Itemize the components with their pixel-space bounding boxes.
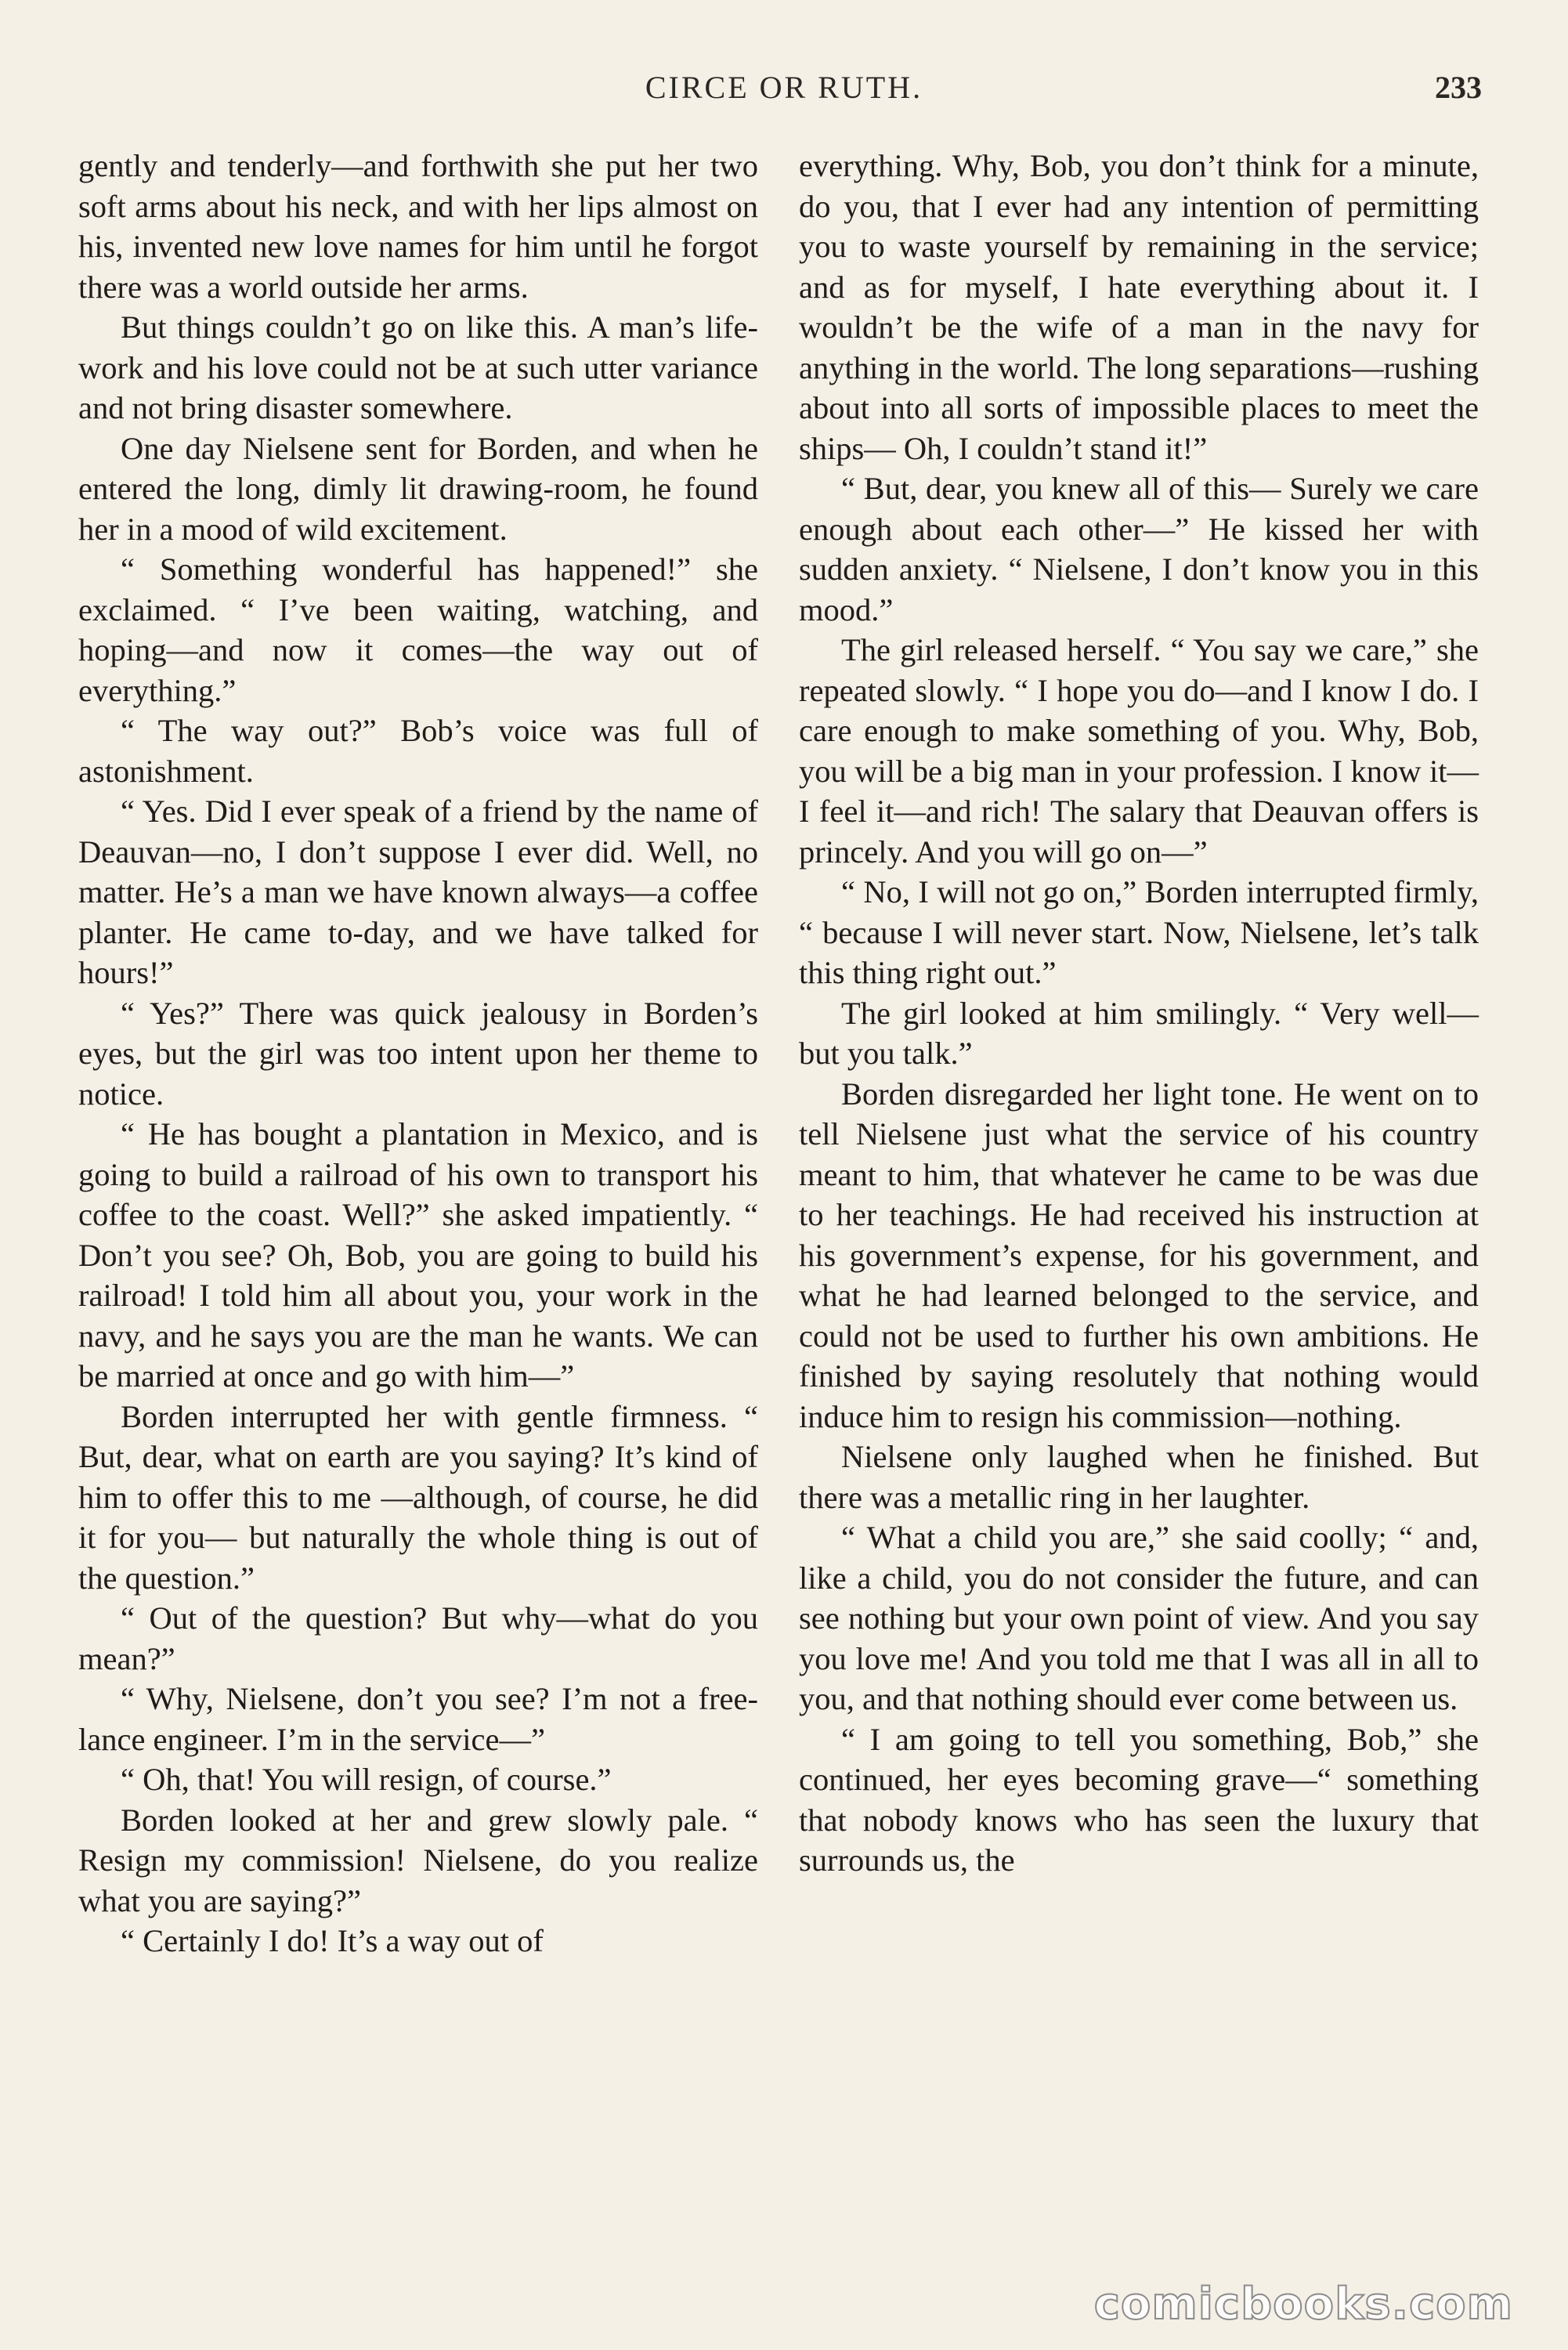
paragraph: “ Something wonderful has happened!” she exclaimed. “ I’ve been waiting, watching, and hoping—and now it comes—the way out of everything.” — [78, 551, 758, 708]
paragraph: The girl released herself. “ You say we care,” she repeated slowly. “ I hope you do—and I know I do. I care enough to make something of you. Why, Bob, you will be a big man in your profession. I know it—I feel it—and rich! The salary that Deauvan offers is princely. And you will go on—” — [799, 632, 1479, 870]
page-number: 233 — [1435, 70, 1482, 105]
paragraph: “ The way out?” Bob’s voice was full of astonishment. — [78, 713, 758, 789]
paragraph: “ But, dear, you knew all of this— Surely we care enough about each other—” He kissed her with sudden anxiety. “ Nielsene, I don’t know you in this mood.” — [799, 471, 1479, 627]
paragraph: Nielsene only laughed when he finished. But there was a metallic ring in her laughter. — [799, 1439, 1479, 1515]
paragraph: “ Out of the question? But why—what do you mean?” — [78, 1600, 758, 1676]
running-title: CIRCE OR RUTH. — [645, 70, 923, 105]
paragraph: The girl looked at him smilingly. “ Very well—but you talk.” — [799, 995, 1479, 1071]
paragraph: “ Oh, that! You will resign, of course.” — [121, 1762, 612, 1797]
paragraph: Borden looked at her and grew slowly pale. “ Resign my commission! Nielsene, do you realize what you are saying?” — [78, 1802, 758, 1918]
paragraph: “ Yes. Did I ever speak of a friend by the name of Deauvan—no, I don’t suppose I ever did. Well, no matter. He’s a man we have known always—a coffee planter. He came to-day, and we have talked for hours!” — [78, 794, 758, 990]
paragraph: “ Yes?” There was quick jealousy in Borden’s eyes, but the girl was too intent upon her theme to notice. — [78, 995, 758, 1112]
paragraph: Borden disregarded her light tone. He went on to tell Nielsene just what the service of his country meant to him, that whatever he came to be was due to her teachings. He had received his instruction at his government’s expense, for his government, and what he had learned belonged to the service, and could not be used to further his own ambitions. He finished by saying resolutely that nothing would induce him to resign his commission—nothing. — [799, 1076, 1479, 1434]
paragraph: gently and tenderly—and forthwith she put her two soft arms about his neck, and with her lips almost on his, invented new love names for him until he forgot there was a world outside her arms. — [78, 148, 758, 305]
running-head — [0, 69, 1568, 116]
paragraph: “ What a child you are,” she said coolly; “ and, like a child, you do not consider the future, and can see nothing but your own point of view. And you say you love me! And you told me that I was all in all to you, and that nothing should ever come between us. — [799, 1520, 1479, 1716]
paragraph: “ Why, Nielsene, don’t you see? I’m not a free-lance engineer. I’m in the service—” — [78, 1681, 758, 1757]
paragraph: “ No, I will not go on,” Borden interrupted firmly, “ because I will never start. Now, Nielsene, let’s talk this thing right out.” — [799, 874, 1479, 990]
left-text-column — [78, 146, 758, 1961]
watermark: comicbooks.com — [1093, 2279, 1513, 2330]
paragraph: But things couldn’t go on like this. A man’s life-work and his love could not be at such utter variance and not bring disaster somewhere. — [78, 309, 758, 425]
paragraph: One day Nielsene sent for Borden, and when he entered the long, dimly lit drawing-room, he found her in a mood of wild excitement. — [78, 430, 758, 547]
paragraph: “ Certainly I do! It’s a way out of — [121, 1923, 544, 1958]
paragraph: Borden interrupted her with gentle firmness. “ But, dear, what on earth are you saying? It’s kind of him to offer this to me —although, of course, he did it for you— but naturally the whole thing is out of the question.” — [78, 1398, 758, 1596]
paragraph: “ I am going to tell you something, Bob,” she continued, her eyes becoming grave—“ something that nobody knows who has seen the luxury that surrounds us, the — [799, 1721, 1479, 1878]
right-text-column — [799, 146, 1479, 1881]
paragraph: everything. Why, Bob, you don’t think for a minute, do you, that I ever had any intention of permitting you to waste yourself by remaining in the service; and as for myself, I hate everything about it. I wouldn’t be the wife of a man in the navy for anything in the world. The long separations—rushing about into all sorts of impossible places to meet the ships— Oh, I couldn’t stand it!” — [799, 148, 1479, 466]
paragraph: “ He has bought a plantation in Mexico, and is going to build a railroad of his own to transport his coffee to the coast. Well?” she asked impatiently. “ Don’t you see? Oh, Bob, you are going to build his railroad! I told him all about you, your work in the navy, and he says you are the man he wants. We can be married at once and go with him—” — [78, 1116, 758, 1394]
